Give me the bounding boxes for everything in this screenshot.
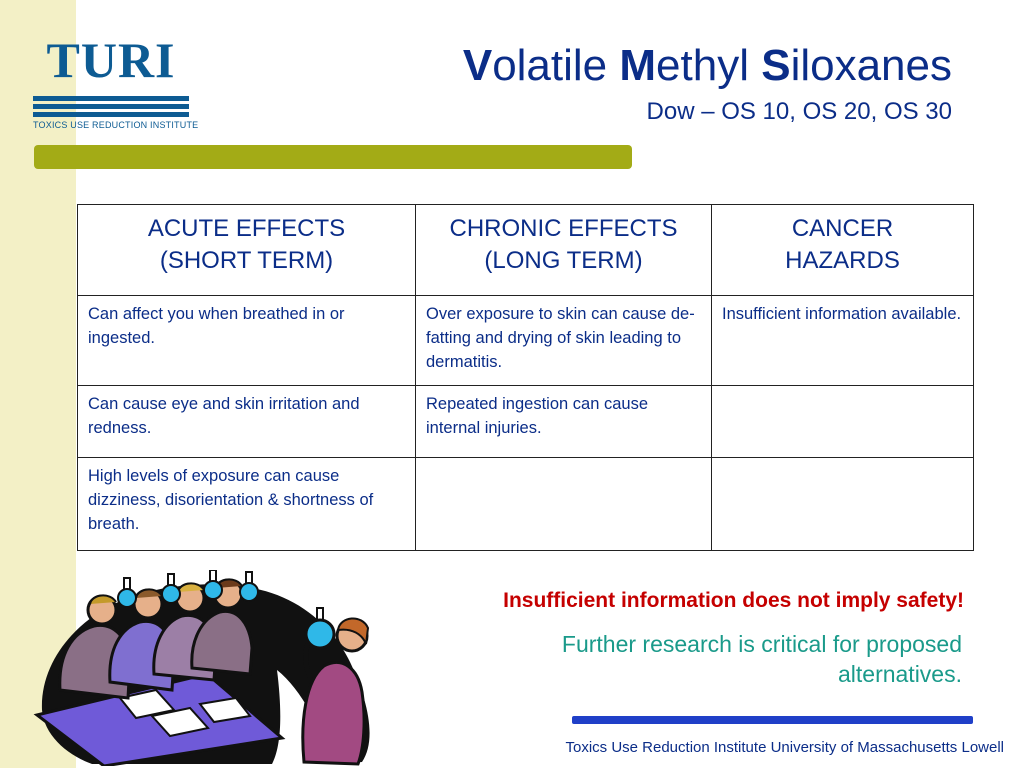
title-initial: S: [761, 41, 791, 90]
table-cell: Repeated ingestion can cause internal injuries.: [416, 386, 712, 458]
title-initial: M: [619, 41, 657, 90]
table-row: [78, 458, 974, 551]
logo-wordmark: TURI: [46, 32, 176, 88]
title-word-part: olatile: [492, 41, 620, 90]
table-cell: Insufficient information available.: [712, 296, 974, 386]
header-cancer-hazards: CANCER HAZARDS: [712, 205, 974, 296]
health-effects-table: [77, 204, 974, 551]
table-cell: High levels of exposure can cause dizziness, disorientation & shortness of breath.: [78, 458, 416, 551]
table-cell: Over exposure to skin can cause de-fatting and drying of skin leading to dermatitis.: [416, 296, 712, 386]
title-divider-bar: [34, 145, 632, 169]
title-word-part: iloxanes: [790, 41, 952, 90]
safety-warning: Insufficient information does not imply safety!: [503, 589, 964, 612]
title-word-part: ethyl: [656, 41, 762, 90]
table-cell: [712, 386, 974, 458]
footer-divider-bar: [572, 716, 973, 724]
table-cell: Can cause eye and skin irritation and redness.: [78, 386, 416, 458]
turi-logo: [33, 32, 199, 131]
logo-stripe: [33, 96, 189, 101]
research-note: Further research is critical for proposed alternatives.: [561, 631, 962, 687]
table-row: [78, 296, 974, 386]
logo-tagline: TOXICS USE REDUCTION INSTITUTE: [33, 120, 199, 130]
table-header-row: [78, 205, 974, 296]
teacher-flask: [306, 620, 334, 648]
logo-stripe: [33, 112, 189, 117]
table-row: [78, 386, 974, 458]
logo-stripe: [33, 104, 189, 109]
footer-text: Toxics Use Reduction Institute University of Massachusetts Lowell: [565, 739, 1004, 756]
title-initial: V: [462, 41, 493, 90]
table-cell: Can affect you when breathed in or ingested.: [78, 296, 416, 386]
header-chronic-effects: CHRONIC EFFECTS (LONG TERM): [416, 205, 712, 296]
slide-subtitle: Dow – OS 10, OS 20, OS 30: [646, 98, 952, 125]
header-acute-effects: ACUTE EFFECTS (SHORT TERM): [78, 205, 416, 296]
slide-title: [463, 40, 952, 92]
table-cell: [712, 458, 974, 551]
table-cell: [416, 458, 712, 551]
scientists-with-flasks-clipart: [32, 570, 408, 766]
